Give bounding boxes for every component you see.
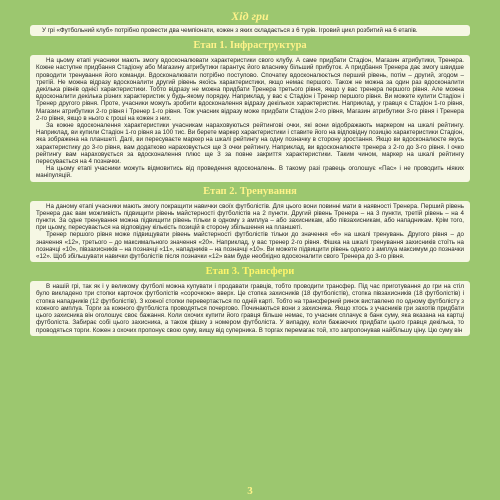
- page-number: 3: [247, 485, 253, 497]
- stage3-paragraph: В нашій грі, так як і у великому футболі можна купувати і продавати гравців, тобто проводити трансфер. Під час приготування до гри на стіл було викладено три стопки карточок футболістів «сорочкою» вверх. Це стопка захисників (18 футболістів), стопка півзахисників (18 футболістів) і стопка нападників (12 футболістів). З кожної стопки перевертається по одній карті. Тобто на трансферний ринок виставлено по одному футболісту з кожного амплуа. Торги за кожного футболіста проводяться почергово. Починаються вони з захисника. Якщо хтось з учасників гри захотів придбати цього захисника він оголошує своє бажання. Коли охочих купити його гравця більше немає, то учасник сплачує в банк суму, яка вказана на картці футболіста. Забирає собі цього захисника, а також фішку з номером футболіста. У випадку, коли бажаючих придбати цього гравця декілька, то проводяться торги. Кожен з охочих пропонує свою суму, вищу від суперника. В торгах перемагає той, хто запропонував найбільшу ціну. Цю суму він: [36, 283, 464, 334]
- stage1-paragraph: На цьому етапі учасники можуть відмовитись від проведення вдосконалень. В такому разі гравець оголошує «Пас» і не проводить ніяких маніпуляцій.: [36, 165, 464, 180]
- intro-section: [30, 25, 470, 36]
- page-title: Хід гри: [231, 9, 269, 23]
- stage1-paragraph: На цьому етапі учасники мають змогу вдосконалювати характеристики свого клубу. А саме придбати Стадіон, Магазин атрибутики, Тренера. Кожне наступне придбання Стадіону або Магазину атрибутики гарантує його власнику більший прибуток. А придбання Тренера дає змогу швидше проводити тренування його команди. Вдосконалювати потрібно поступово. Спочатку вдосконалюється перший рівень, потім – другий, згодом – третій. Не можна відразу вдосконалити другий рівень якоїсь характеристики, якщо немає першого. Також не можна за один раз вдосконалити декілька рівнів однієї характеристики. Тобто відразу не можна придбати Тренера третього рівня, якщо у вас тренера першого рівня. Але можна вдосконалити декілька різних характеристик у будь-якому порядку. Наприклад, у вас є Стадіон і Тренер першого рівня. Ви можете купити Стадіон і Тренер другого рівня. Проте, учасники можуть зробити вдосконалення відразу декількох характеристик. Наприклад, у гравця є Стадіон 1-го рівня, Магазин атрибутики 2-го рівня і Тренер 1-го рівня. Тож учасник відразу може придбати Стадіон 2-го рівня, Магазин атрибутики 3-го рівня і Тренера 2-го рівня, якщо в нього є гроші на кожен з них.: [36, 57, 464, 122]
- stage2-paragraph: Тренер першого рівня може підвищувати рівень майстерності футболістів тільки до значення «6» на шкалі тренувань. Другого рівня – до значення «12», третього – до максимального значення «20». Наприклад, у вас тренер 2-го рівня. Фішка на шкалі тренування захисників стоїть на позначці «10», півзахисників – на позначці «11», нападників – на позначці «10». Ви можете підвищити рівень одного з амплуа максимум до позначки «12». Щоб збільшувати навички футболістів після позначки «12» вам буде необхідно вдосконалити свого Тренера до 3-го рівня.: [36, 231, 464, 261]
- intro-text: У грі «Футбольний клуб» потрібно провести два чемпіонати, кожен з яких складається з 6 турів. Ігровий цикл розбитий на 6 етапів.: [42, 27, 418, 34]
- stage3-section: [30, 281, 470, 335]
- stage1-paragraph: За кожне вдосконалення характеристики учасникам нараховуються рейтингові очки, які вони відображають маркером на шкалі рейтингу. Наприклад, ви купили Стадіон 1-го рівня за 100 тис. Ви берете маркер характеристики і ставите його на відповідну позицію характеристики Стадіон, яка зображена на планшеті. Далі, ви пересуваєте маркер на шкалі рейтингу на одну позначку в сторону зростання. Якщо ви вдосконалюєте якусь характеристику до 3-го рівня, вам додатково нараховується ще 3 очки рейтингу. Наприклад, ви вдосконалюєте тренера з 2-го до 3-го рівня. І очко рейтингу вам нараховується за вдосконалення плюс ще 3 за повне закриття характеристики. Таким чином, маркер на шкалі рейтингу пересувається на 4 позначки.: [36, 122, 464, 166]
- stage2-paragraph: На даному етапі учасники мають змогу покращити навички своїх футболістів. Для цього вони повинні мати в наявності Тренера. Перший рівень Тренера дає вам можливість підвищити рівень майстерності футболістів на 2 пункти. Другий рівень Тренера – на 3 пункти, третій рівень – на 4 пункти. За одне тренування можна підвищити рівень тільки в одному з амплуа – або захисникам, або півзахисникам, або нападникам. Крім того, при цьому, пересувається на відповідну кількість позицій в сторону збільшення на планшеті.: [36, 202, 464, 232]
- stage2-section: [30, 201, 470, 263]
- stage1-title: Етап 1. Інфраструктура: [193, 40, 307, 52]
- stage3-title: Етап 3. Трансфери: [205, 266, 295, 278]
- stage2-title: Етап 2. Тренування: [203, 185, 297, 197]
- stage1-section: [30, 55, 470, 181]
